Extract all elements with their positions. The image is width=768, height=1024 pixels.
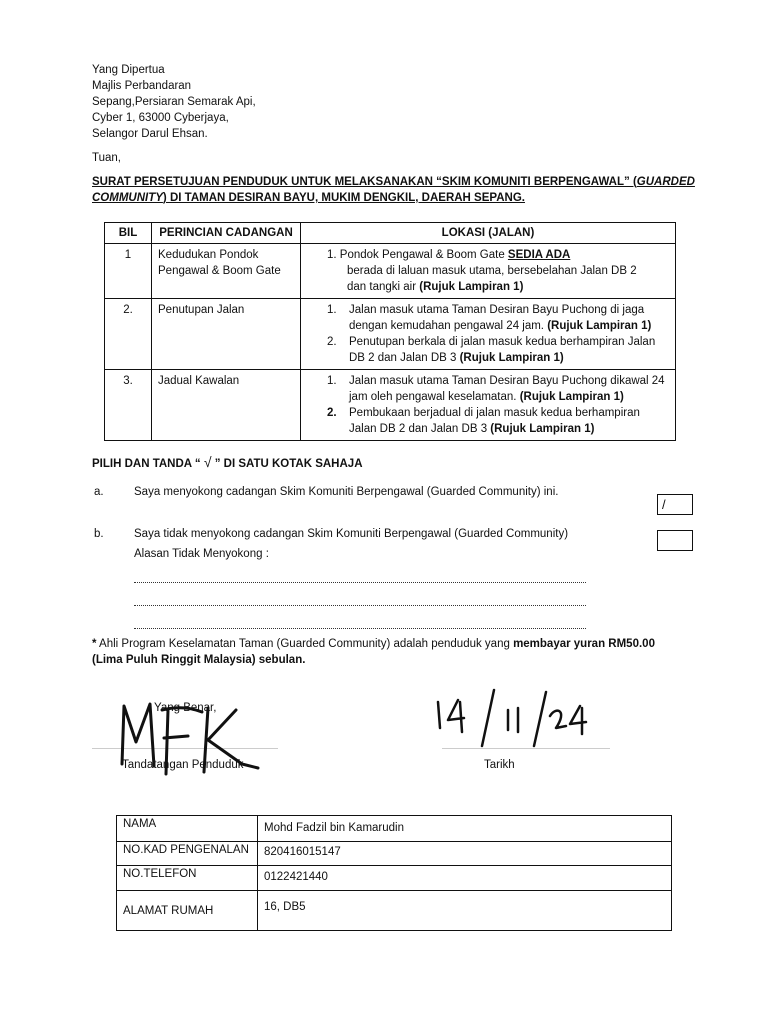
option-a-checkbox[interactable] — [657, 494, 693, 515]
salutation: Tuan, — [92, 152, 121, 164]
table-row — [117, 891, 672, 931]
row-number: 1 — [105, 244, 152, 299]
info-value: 820416015147 — [258, 842, 672, 866]
info-key: ALAMAT RUMAH — [117, 891, 258, 931]
column-header-lokasi: LOKASI (JALAN) — [301, 223, 676, 244]
signature-handwriting — [108, 694, 278, 784]
column-header-perincian: PERINCIAN CADANGAN — [152, 223, 301, 244]
yang-benar-label: Yang Benar, — [154, 702, 217, 714]
info-value: 0122421440 — [258, 866, 672, 891]
info-value: Mohd Fadzil bin Kamarudin — [258, 816, 672, 842]
reason-line[interactable] — [134, 628, 586, 629]
date-handwriting — [430, 688, 600, 752]
info-value: 16, DB5 — [258, 891, 672, 931]
row-lokasi — [301, 370, 676, 441]
option-b-label: b. — [94, 528, 104, 540]
reason-label: Alasan Tidak Menyokong : — [134, 548, 269, 560]
row-perincian: Kedudukan Pondok Pengawal & Boom Gate — [152, 244, 301, 299]
row-perincian: Penutupan Jalan — [152, 299, 301, 370]
date-label: Tarikh — [484, 759, 515, 771]
list-item: 1. Jalan masuk utama Taman Desiran Bayu Puchong di jaga dengan kemudahan pengawal 24 jam. (Rujuk Lampiran 1) — [327, 304, 652, 332]
table-row — [105, 244, 676, 299]
table-row — [117, 866, 672, 891]
option-b-text: Saya tidak menyokong cadangan Skim Komuniti Berpengawal (Guarded Community) — [134, 528, 569, 540]
row-number: 3. — [105, 370, 152, 441]
address-line: Sepang,Persiaran Semarak Api, — [92, 96, 256, 108]
table-row — [117, 842, 672, 866]
info-key: NO.TELEFON — [117, 866, 258, 891]
info-key: NAMA — [117, 816, 258, 842]
option-a-label: a. — [94, 486, 104, 498]
info-key: NO.KAD PENGENALAN — [117, 842, 258, 866]
row-perincian: Jadual Kawalan — [152, 370, 301, 441]
address-line: Majlis Perbandaran — [92, 80, 192, 92]
address-line: Cyber 1, 63000 Cyberjaya, — [92, 112, 229, 124]
list-item: 2. Penutupan berkala di jalan masuk kedua berhampiran Jalan DB 2 dan Jalan DB 3 (Rujuk Lampiran 1) — [327, 336, 656, 364]
address-line: Yang Dipertua — [92, 64, 165, 76]
subject-line-2: COMMUNITY) DI TAMAN DESIRAN BAYU, MUKIM DENGKIL, DAERAH SEPANG. — [92, 192, 525, 204]
address-line: Selangor Darul Ehsan. — [92, 128, 208, 140]
table-row — [117, 816, 672, 842]
membership-note-line-1: * Ahli Program Keselamatan Taman (Guarded Community) adalah penduduk yang membayar yuran RM50.00 — [92, 638, 655, 650]
proposal-table — [104, 222, 676, 441]
tick-symbol: √ — [203, 454, 212, 470]
row-number: 2. — [105, 299, 152, 370]
choose-instruction: PILIH DAN TANDA “ √ ” DI SATU KOTAK SAHAJA — [92, 454, 363, 470]
option-a-text: Saya menyokong cadangan Skim Komuniti Berpengawal (Guarded Community) ini. — [134, 486, 559, 498]
option-a-mark: / — [662, 497, 666, 512]
resident-info-table — [116, 815, 672, 931]
reason-line[interactable] — [134, 582, 586, 583]
reason-line[interactable] — [134, 605, 586, 606]
table-row — [105, 299, 676, 370]
membership-note-line-2: (Lima Puluh Ringgit Malaysia) sebulan. — [92, 654, 306, 666]
option-b-checkbox[interactable] — [657, 530, 693, 551]
row-lokasi: 1. Pondok Pengawal & Boom Gate SEDIA ADA berada di laluan masuk utama, bersebelahan Jalan DB 2 dan tangki air (Rujuk Lampiran 1) — [301, 244, 676, 299]
table-row — [105, 370, 676, 441]
list-item: 1. Jalan masuk utama Taman Desiran Bayu Puchong dikawal 24 jam oleh pengawal keselamatan. (Rujuk Lampiran 1) — [327, 375, 665, 403]
signature-label: Tandatangan Penduduk — [122, 759, 244, 771]
list-item: 2. Pembukaan berjadual di jalan masuk kedua berhampiran Jalan DB 2 dan Jalan DB 3 (Rujuk Lampiran 1) — [327, 407, 640, 435]
table-header-row — [105, 223, 676, 244]
subject-line-1: SURAT PERSETUJUAN PENDUDUK UNTUK MELAKSANAKAN “SKIM KOMUNITI BERPENGAWAL” (GUARDED — [92, 176, 695, 188]
column-header-bil: BIL — [105, 223, 152, 244]
row-lokasi — [301, 299, 676, 370]
